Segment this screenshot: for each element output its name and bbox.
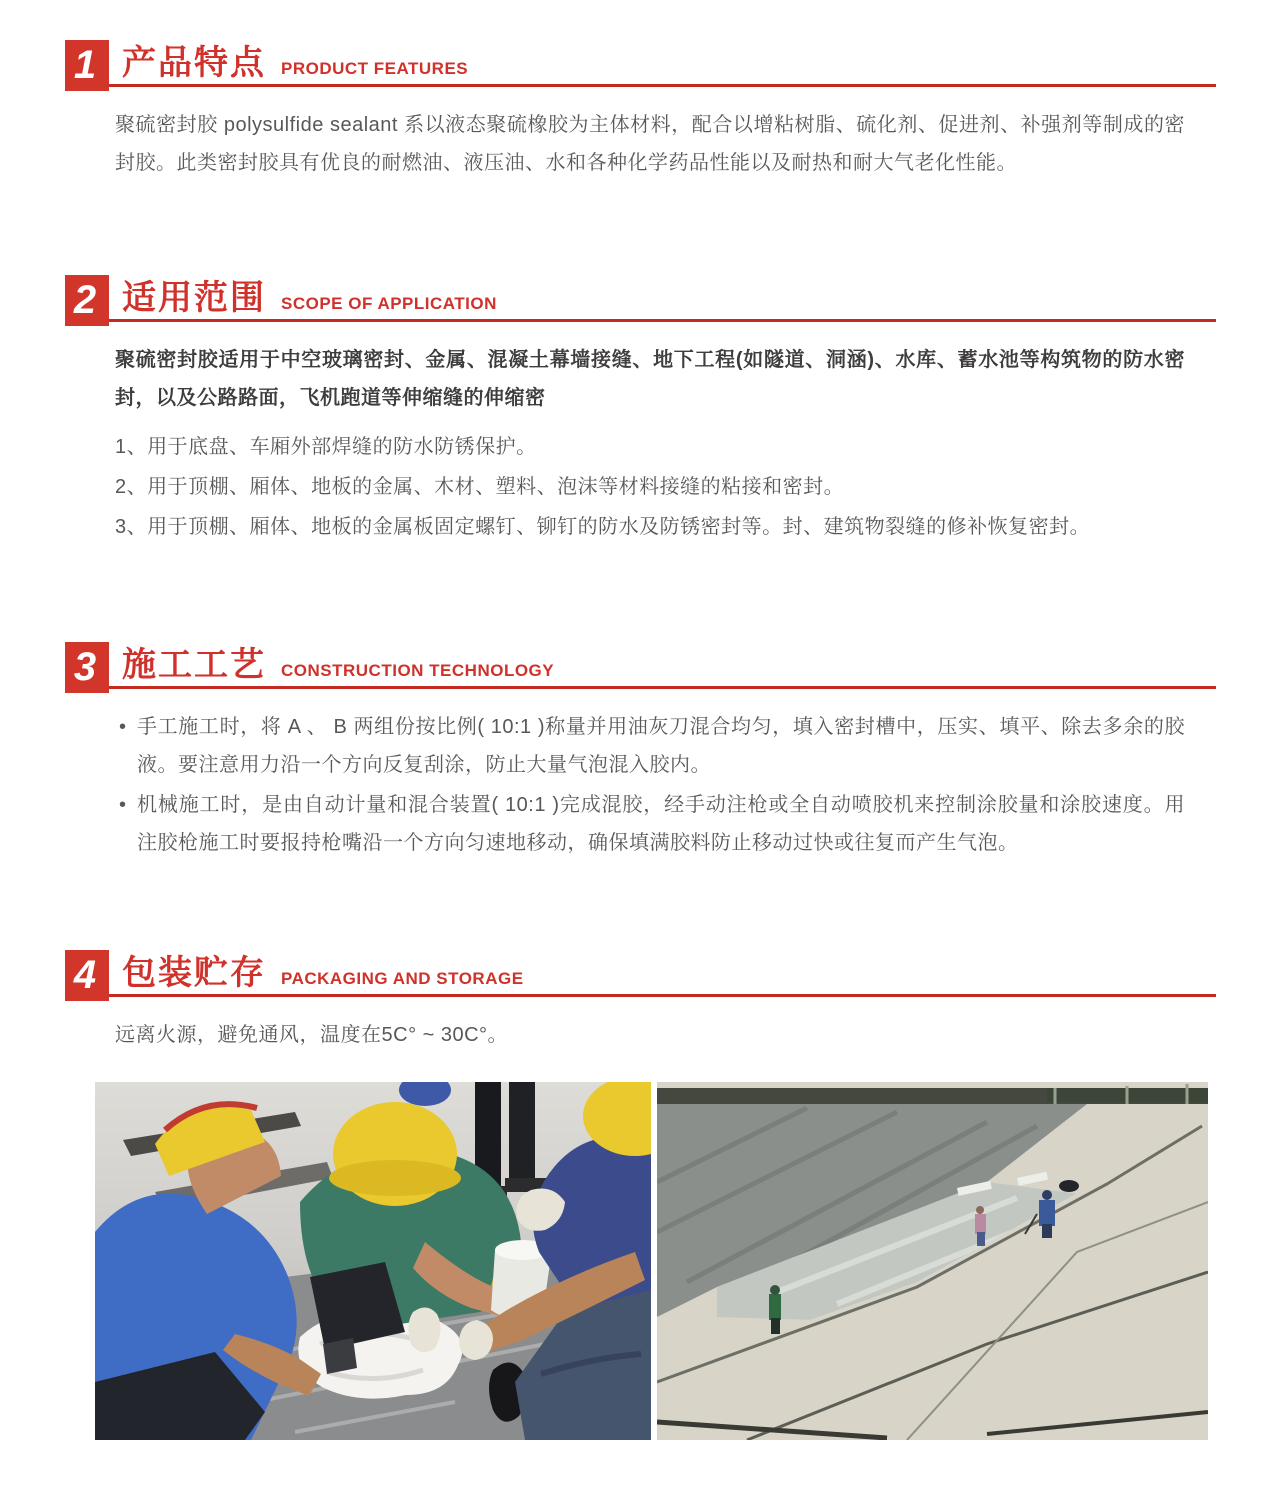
section-3-number-badge: 3 [65, 642, 109, 693]
section-3-title-zh: 施工工艺 [122, 646, 266, 684]
section-4-title-zh: 包装贮存 [122, 954, 266, 992]
section-1-header [65, 40, 1216, 92]
section-2-title-zh: 适用范围 [122, 279, 266, 317]
section-1-title-en: PRODUCT FEATURES [281, 59, 469, 78]
section-4-title-en: PACKAGING AND STORAGE [281, 969, 524, 988]
section-4-paragraph: 远离火源，避免通风，温度在5C° ~ 30C°。 [115, 1024, 509, 1046]
section-4-number-badge: 4 [65, 950, 109, 1001]
section-1-number-badge: 1 [65, 40, 109, 91]
workers-mixing-sealant-photo [95, 1082, 651, 1440]
list-item: 2、用于顶棚、厢体、地板的金属、木材、塑料、泡沫等材料接缝的粘接和密封。 [115, 476, 845, 498]
section-1-divider [109, 84, 1216, 87]
section-2-title-en: SCOPE OF APPLICATION [281, 294, 497, 313]
section-2-lead-paragraph: 聚硫密封胶适用于中空玻璃密封、金属、混凝土幕墙接缝、地下工程(如隧道、洞涵)、水库、蓄水池等构筑物的防水密封，以及公路路面，飞机跑道等伸缩缝的伸缩密 [115, 349, 1185, 409]
reservoir-slope-seam-sealing-photo [657, 1082, 1208, 1440]
section-2-header [65, 275, 1216, 327]
list-item: 3、用于顶棚、厢体、地板的金属板固定螺钉、铆钉的防水及防锈密封等。封、建筑物裂缝的修补恢复密封。 [115, 516, 1091, 538]
photo-row [95, 1082, 1280, 1440]
bullet-item: • 机械施工时，是由自动计量和混合装置( 10:1 )完成混胶，经手动注枪或全自动喷胶机来控制涂胶量和涂胶速度。用注胶枪施工时要报持枪嘴沿一个方向匀速地移动，确保填满胶料防止移动过快或往复而产生气泡。 [115, 786, 1185, 862]
section-3-bullet-list [115, 708, 1185, 862]
section-1-title-zh: 产品特点 [122, 44, 266, 82]
list-item: 1、用于底盘、车厢外部焊缝的防水防锈保护。 [115, 436, 537, 458]
section-2-number-badge: 2 [65, 275, 109, 326]
section-1-paragraph: 聚硫密封胶 polysulfide sealant 系以液态聚硫橡胶为主体材料，配合以增粘树脂、硫化剂、促进剂、补强剂等制成的密封胶。此类密封胶具有优良的耐燃油、液压油、水和各种化学药品性能以及耐热和耐大气老化性能。 [115, 114, 1185, 174]
section-2-item-list [115, 427, 1185, 547]
section-4-header [65, 950, 1216, 1002]
section-2-divider [109, 319, 1216, 322]
section-4-divider [109, 994, 1216, 997]
section-3-title-en: CONSTRUCTION TECHNOLOGY [281, 661, 555, 680]
section-3-header [65, 642, 1216, 694]
bullet-item: • 手工施工时，将 A 、 B 两组份按比例( 10:1 )称量并用油灰刀混合均匀，填入密封槽中，压实、填平、除去多余的胶液。要注意用力沿一个方向反复刮涂，防止大量气泡混入胶内。 [115, 708, 1185, 784]
section-3-divider [109, 686, 1216, 689]
